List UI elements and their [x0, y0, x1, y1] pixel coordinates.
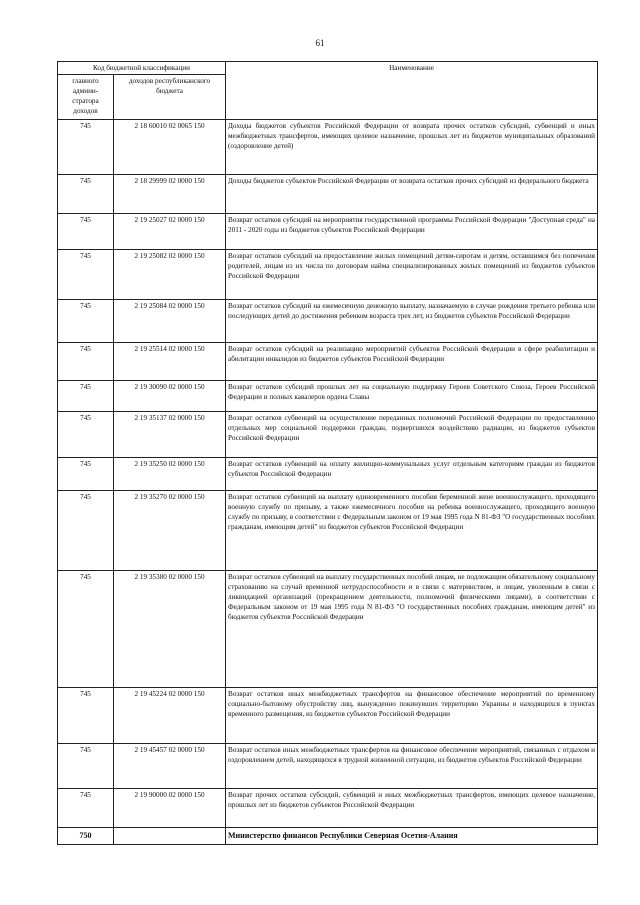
table-row: [58, 491, 598, 571]
page-number: 61: [315, 38, 325, 48]
income-code-cell: 2 19 90000 02 0000 150: [114, 789, 226, 828]
ministry-name-cell: Министерство финансов Республики Северная Осетия-Алания: [226, 828, 598, 845]
income-code-cell: 2 19 45224 02 0000 150: [114, 688, 226, 744]
name-cell: Возврат остатков субвенций на оплату жилищно-коммунальных услуг отдельным категориям граждан из бюджетов субъектов Российской Федерации: [226, 458, 598, 491]
income-code-cell: 2 18 60010 02 0065 150: [114, 120, 226, 175]
table-row: [58, 688, 598, 744]
ministry-row: [58, 828, 598, 845]
admin-code-cell: 745: [58, 688, 114, 744]
table-row: [58, 250, 598, 300]
income-column-header: доходов республиканского бюджета: [114, 75, 226, 120]
admin-code-cell: 745: [58, 491, 114, 571]
name-cell: Возврат остатков субвенций на выплату государственных пособий лицам, не подлежащим обязательному социальному страхованию на случай временной нетрудоспособности и в связи с материнством, и лицам, уволенным в связи с ликвидацией организаций (прекращением деятельности, полномочий физическими лицами), в соответствии с Федеральным законом от 19 мая 1995 года N 81-ФЗ "О государственных пособиях гражданам, имеющим детей" из бюджетов субъектов Российской Федерации: [226, 571, 598, 688]
name-cell: Доходы бюджетов субъектов Российской Федерации от возврата остатков прочих субсидий из федерального бюджета: [226, 175, 598, 214]
table-row: [58, 458, 598, 491]
admin-code-cell: 745: [58, 381, 114, 412]
name-cell: Возврат остатков субсидий на ежемесячную денежную выплату, назначаемую в случае рождения третьего ребенка или последующих детей до достижения ребенком возраста трех лет, из бюджетов субъектов Российской Федерации: [226, 300, 598, 343]
income-code-cell: 2 19 25027 02 0000 150: [114, 214, 226, 250]
admin-code-cell: 745: [58, 458, 114, 491]
name-cell: Возврат остатков субсидий на реализацию мероприятий субъектов Российской Федерации в сфере реабилитации и абилитации инвалидов из бюджетов субъектов Российской Федерации: [226, 343, 598, 381]
admin-code-cell: 745: [58, 412, 114, 458]
admin-code-cell: 745: [58, 175, 114, 214]
admin-code-cell: 745: [58, 250, 114, 300]
admin-code-cell: 745: [58, 343, 114, 381]
table-row: [58, 300, 598, 343]
name-cell: Возврат остатков субвенций на выплату единовременного пособия беременной жене военнослужащего, проходящего военную службу по призыву, а также ежемесячного пособия на ребенка военнослужащего, проходящего военную службу по призыву, в соответствии с Федеральным законом от 19 мая 1995 года N 81-ФЗ "О государственных пособиях гражданам, имеющим детей" из бюджетов субъектов Российской Федерации: [226, 491, 598, 571]
admin-code-cell: 745: [58, 214, 114, 250]
admin-code-cell: 745: [58, 300, 114, 343]
table-row: [58, 214, 598, 250]
table-row: [58, 343, 598, 381]
admin-code-cell: 745: [58, 571, 114, 688]
income-code-cell: 2 19 30090 02 0000 150: [114, 381, 226, 412]
name-cell: Возврат остатков субсидий на предоставление жилых помещений детям-сиротам и детям, оставшимся без попечения родителей, лицам из их числа по договорам найма специализированных жилых помещений из бюджетов субъектов Российской Федерации: [226, 250, 598, 300]
table-row: [58, 412, 598, 458]
table-row: [58, 120, 598, 175]
income-code-cell: 2 18 29999 02 0000 150: [114, 175, 226, 214]
name-cell: Возврат остатков субвенций на осуществление переданных полномочий Российской Федерации по предоставлению отдельных мер социальной поддержки граждан, подвергшихся воздействию радиации, из бюджетов субъектов Российской Федерации: [226, 412, 598, 458]
budget-classification-table: [57, 61, 598, 845]
code-group-header: Код бюджетной классификации: [58, 62, 226, 75]
table-row: [58, 381, 598, 412]
name-column-header: Наименование: [226, 62, 598, 120]
admin-code-cell: 750: [58, 828, 114, 845]
admin-column-header: главного админи-стратора доходов: [58, 75, 114, 120]
income-code-cell: 2 19 35270 02 0000 150: [114, 491, 226, 571]
name-cell: Возврат остатков субсидий на мероприятия государственной программы Российской Федерации "Доступная среда" на 2011 - 2020 годы из бюджетов субъектов Российской Федерации: [226, 214, 598, 250]
income-code-cell: 2 19 45457 02 0000 150: [114, 744, 226, 789]
income-code-cell: 2 19 35250 02 0000 150: [114, 458, 226, 491]
table-row: [58, 789, 598, 828]
income-code-cell: 2 19 25084 02 0000 150: [114, 300, 226, 343]
admin-code-cell: 745: [58, 120, 114, 175]
income-code-cell: [114, 828, 226, 845]
name-cell: Возврат остатков иных межбюджетных трансфертов на финансовое обеспечение мероприятий по временному социально-бытовому обустройству лиц, вынужденно покинувших территорию Украины и находящихся в пунктах временного размещения, из бюджетов субъектов Российской Федерации: [226, 688, 598, 744]
income-code-cell: 2 19 35380 02 0000 150: [114, 571, 226, 688]
table-row: [58, 175, 598, 214]
name-cell: Возврат остатков субсидий прошлых лет на социальную поддержку Героев Советского Союза, Героев Российской Федерации и полных кавалеров ордена Славы: [226, 381, 598, 412]
name-cell: Возврат остатков иных межбюджетных трансфертов на финансовое обеспечение мероприятий, связанных с отдыхом и оздоровлением детей, находящихся в трудной жизненной ситуации, из бюджетов субъектов Российской Федерации: [226, 744, 598, 789]
income-code-cell: 2 19 25514 02 0000 150: [114, 343, 226, 381]
income-code-cell: 2 19 35137 02 0000 150: [114, 412, 226, 458]
table-header-row: [58, 62, 598, 75]
admin-code-cell: 745: [58, 789, 114, 828]
income-code-cell: 2 19 25082 02 0000 150: [114, 250, 226, 300]
admin-code-cell: 745: [58, 744, 114, 789]
name-cell: Доходы бюджетов субъектов Российской Федерации от возврата прочих остатков субсидий, субвенций и иных межбюджетных трансфертов, имеющих целевое назначение, прошлых лет из бюджетов муниципальных образований (оздоровление детей): [226, 120, 598, 175]
table-row: [58, 744, 598, 789]
table-row: [58, 571, 598, 688]
name-cell: Возврат прочих остатков субсидий, субвенций и иных межбюджетных трансфертов, имеющих целевое назначение, прошлых лет из бюджетов субъектов Российской Федерации: [226, 789, 598, 828]
